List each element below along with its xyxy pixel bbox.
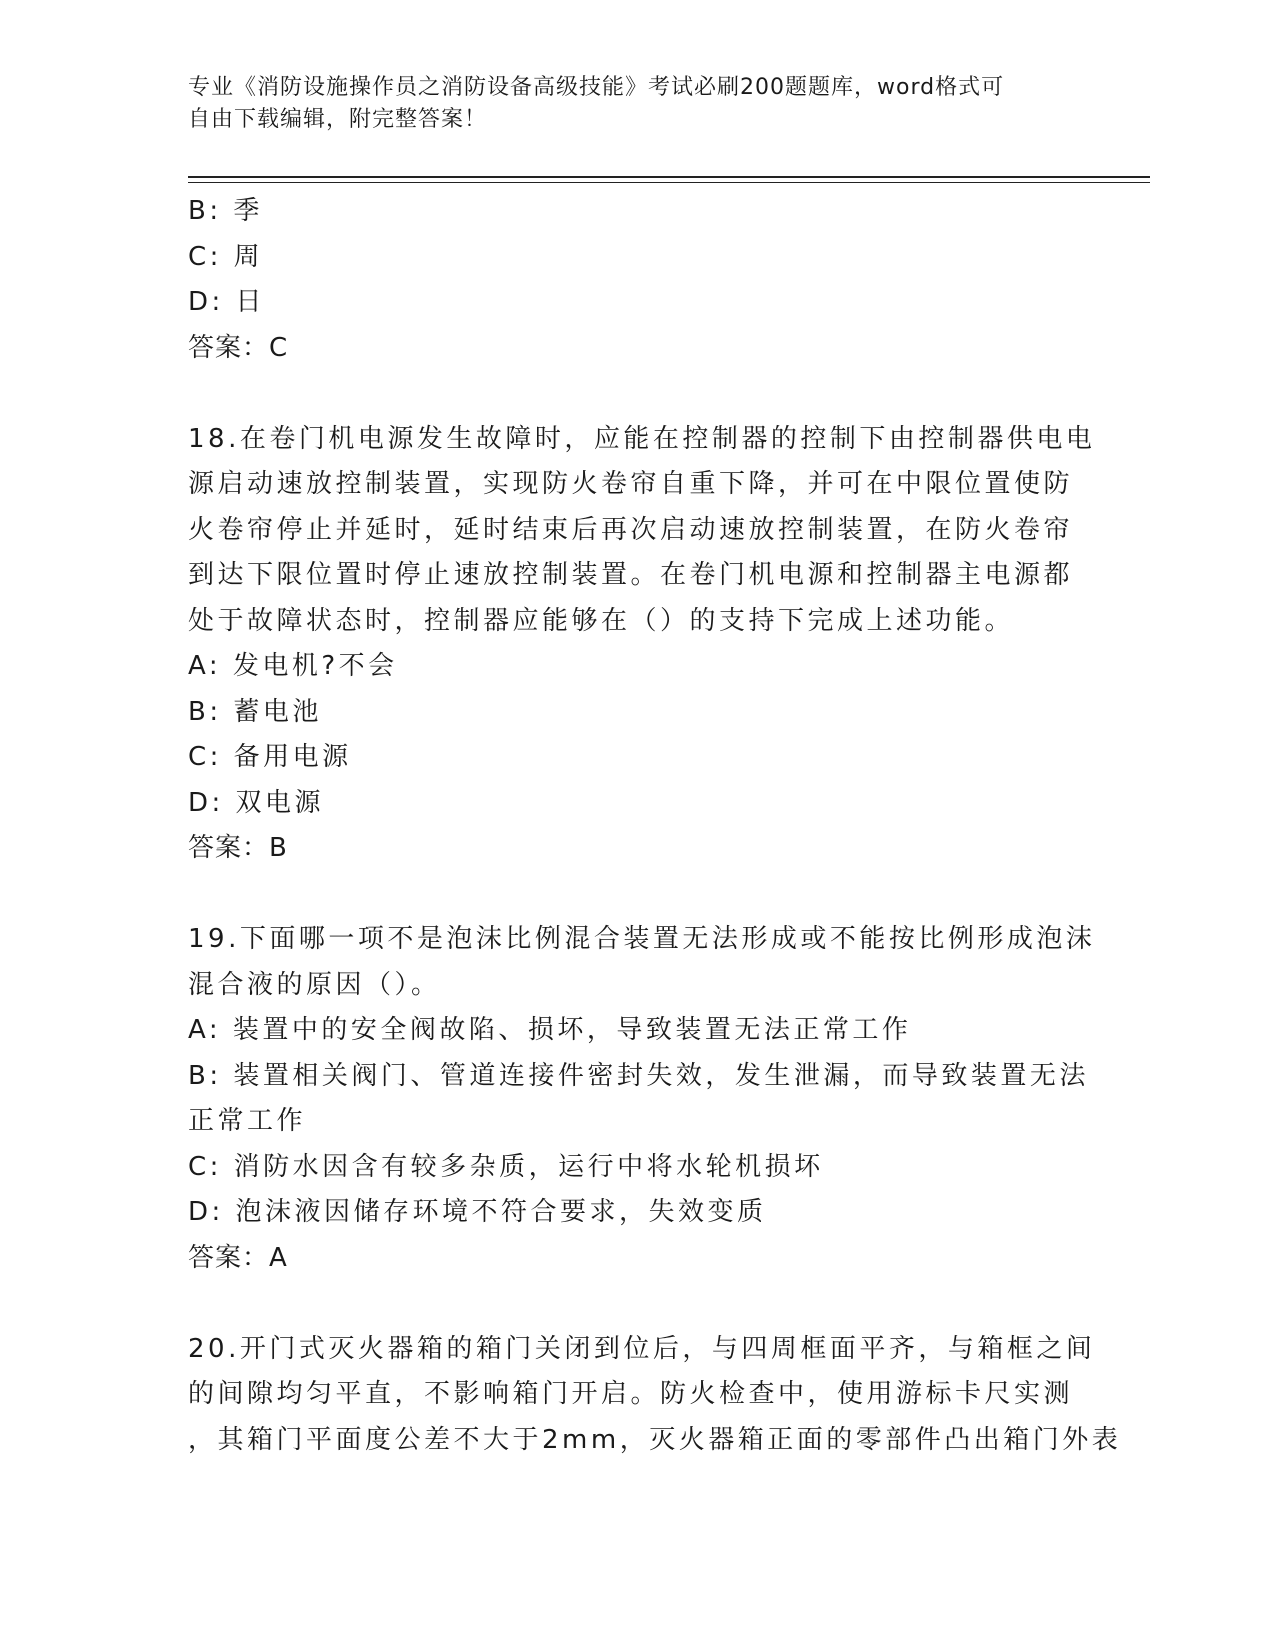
q19-answer: 答案：A: [188, 1242, 288, 1273]
q20-stem-line: ，其箱门平面度公差不大于2mm，灭火器箱正面的零部件凸出箱门外表: [188, 1424, 1122, 1455]
q17-answer: 答案：C: [188, 332, 289, 363]
header-line-2: 自由下载编辑，附完整答案！: [188, 107, 488, 132]
q19-option-d: D: 泡沫液因储存环境不符合要求，失效变质: [188, 1197, 767, 1227]
spacer: [188, 1281, 1078, 1327]
q17-option-b: B: 季: [188, 196, 263, 226]
q19-option-a: A: 装置中的安全阀故陷、损坏，导致装置无法正常工作: [188, 1015, 912, 1045]
question-20: [188, 1327, 1122, 1464]
spacer: [188, 371, 1078, 417]
q19-option-c: C: 消防水因含有较多杂质，运行中将水轮机损坏: [188, 1151, 824, 1182]
q18-option-a: A: 发电机?不会: [188, 651, 398, 681]
q18-stem-line: 处于故障状态时，控制器应能够在（）的支持下完成上述功能。: [188, 605, 1015, 636]
q19-stem-line: 19.下面哪一项不是泡沫比例混合装置无法形成或不能按比例形成泡沫: [188, 924, 1096, 954]
q18-stem-line: 18.在卷门机电源发生故障时，应能在控制器的控制下由控制器供电电: [188, 423, 1096, 454]
header-divider-thick: [188, 176, 1150, 178]
header-divider-thin: [188, 182, 1150, 183]
q18-option-b: B: 蓄电池: [188, 696, 322, 727]
q19-option-b: B: 装置相关阀门、管道连接件密封失效，发生泄漏，而导致装置无法: [188, 1060, 1089, 1091]
q18-option-d: D: 双电源: [188, 787, 325, 818]
question-19: [188, 917, 1096, 1281]
question-18: [188, 417, 1096, 872]
q20-stem-line: 20.开门式灭火器箱的箱门关闭到位后，与四周框面平齐，与箱框之间: [188, 1333, 1096, 1364]
q17-option-d: D: 日: [188, 287, 266, 317]
q20-stem-line: 的间隙均匀平直，不影响箱门开启。防火检查中，使用游标卡尺实测: [188, 1379, 1074, 1409]
q19-option-b-continued: 正常工作: [188, 1106, 307, 1136]
q18-option-c: C: 备用电源: [188, 742, 352, 772]
q18-stem-line: 源启动速放控制装置，实现防火卷帘自重下降，并可在中限位置使防: [188, 469, 1074, 499]
q18-answer: 答案：B: [188, 833, 288, 863]
q17-option-c: C: 周: [188, 241, 264, 272]
header-line-1: 专业《消防设施操作员之消防设备高级技能》考试必刷200题题库，word格式可: [188, 75, 1005, 100]
question-17-tail: [188, 189, 1078, 371]
q18-stem-line: 到达下限位置时停止速放控制装置。在卷门机电源和控制器主电源都: [188, 560, 1074, 590]
spacer: [188, 872, 1078, 918]
document-body: [188, 189, 1122, 1463]
q18-stem-line: 火卷帘停止并延时，延时结束后再次启动速放控制装置，在防火卷帘: [188, 514, 1074, 545]
q19-stem-line: 混合液的原因（）。: [188, 969, 441, 1000]
document-header: [188, 72, 1088, 136]
